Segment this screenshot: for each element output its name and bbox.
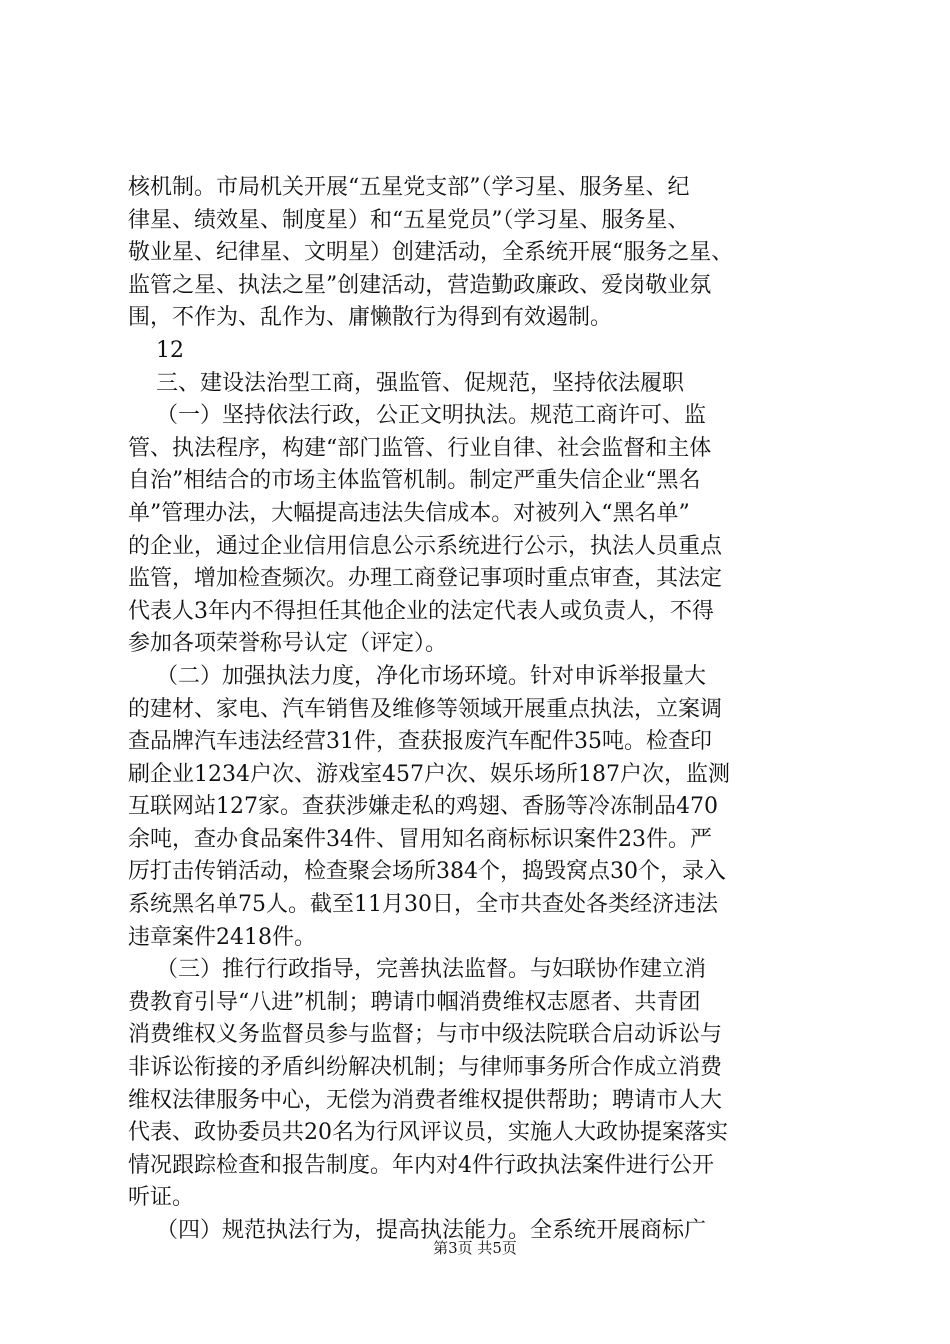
- text-line: 消费维权义务监督员参与监督；与市中级法院联合启动诉讼与: [128, 1022, 723, 1048]
- text-line: 互联网站127家。查获涉嫌走私的鸡翅、香肠等冷冻制品470: [128, 794, 718, 820]
- text-line: 厉打击传销活动，检查聚会场所384个，捣毁窝点30个，录入: [128, 859, 726, 885]
- text-line: 听证。: [128, 1185, 195, 1211]
- text-line: 系统黑名单75人。截至11月30日，全市共查处各类经济违法: [128, 892, 718, 918]
- text-line: 敬业星、纪律星、文明星）创建活动，全系统开展“服务之星、: [128, 240, 734, 266]
- text-line: 12: [128, 337, 184, 363]
- text-line: 监管，增加检查频次。办理工商登记事项时重点审查，其法定: [128, 566, 723, 592]
- text-line: 三、建设法治型工商，强监管、促规范，坚持依法履职: [128, 370, 684, 396]
- text-line: 维权法律服务中心，无偿为消费者维权提供帮助；聘请市人大: [128, 1087, 723, 1113]
- text-line: （四）规范执法行为，提高执法能力。全系统开展商标广: [128, 1218, 706, 1243]
- text-line: 的建材、家电、汽车销售及维修等领域开展重点执法，立案调: [128, 696, 723, 722]
- text-line: 的企业，通过企业信用信息公示系统进行公示，执法人员重点: [128, 533, 723, 559]
- text-line: 查品牌汽车违法经营31件，查获报废汽车配件35吨。检查印: [128, 729, 712, 755]
- text-line: 监管之星、执法之星”创建活动，营造勤政廉政、爱岗敬业氛: [128, 272, 712, 298]
- text-line: 参加各项荣誉称号认定（评定）。: [128, 631, 448, 657]
- body-text: [128, 172, 828, 1248]
- text-line: 自治”相结合的市场主体监管机制。制定严重失信企业“黑名: [128, 468, 701, 494]
- text-line: （二）加强执法力度，净化市场环境。针对申诉举报量大: [128, 663, 706, 689]
- text-line: 管、执法程序，构建“部门监管、行业自律、社会监督和主体: [128, 435, 712, 461]
- text-line: （三）推行行政指导，完善执法监督。与妇联协作建立消: [128, 957, 706, 983]
- text-line: 费教育引导“八进”机制；聘请巾帼消费维权志愿者、共青团: [128, 989, 701, 1015]
- text-line: 余吨，查办食品案件34件、冒用知名商标标识案件23件。严: [128, 826, 712, 852]
- text-line: 非诉讼衔接的矛盾纠纷解决机制；与律师事务所合作成立消费: [128, 1055, 723, 1081]
- text-line: 刷企业1234户次、游戏室457户次、娱乐场所187户次，监测: [128, 761, 730, 787]
- page-footer: 第3页 共5页: [433, 1239, 517, 1257]
- text-line: 核机制。市局机关开展“五星党支部”（学习星、服务星、纪: [128, 175, 690, 200]
- text-line: 情况跟踪检查和报告制度。年内对4件行政执法案件进行公开: [128, 1152, 714, 1178]
- text-line: 单”管理办法，大幅提高违法失信成本。对被列入“黑名单”: [128, 500, 690, 526]
- text-line: 律星、绩效星、制度星）和“五星党员”（学习星、服务星、: [128, 207, 690, 233]
- text-line: （一）坚持依法行政，公正文明执法。规范工商许可、监: [128, 403, 706, 429]
- text-line: 违章案件2418件。: [128, 924, 316, 950]
- text-line: 代表人3年内不得担任其他企业的法定代表人或负责人，不得: [128, 598, 714, 624]
- text-line: 代表、政协委员共20名为行风评议员，实施人大政协提案落实: [128, 1120, 728, 1146]
- text-line: 围，不作为、乱作为、庸懒散行为得到有效遏制。: [128, 305, 613, 331]
